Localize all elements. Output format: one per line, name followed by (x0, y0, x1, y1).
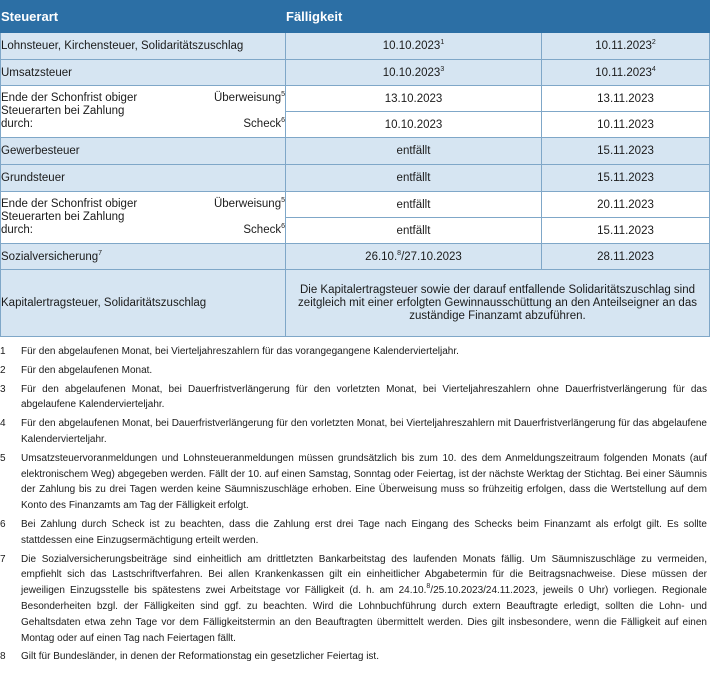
due-date-cell: 10.11.2023 (542, 112, 710, 138)
footnote-text: Für den abgelaufenen Monat, bei Vierteljahreszahlern für das vorangegangene Kalendervierteljahr. (21, 346, 459, 357)
cheque-label: Scheck (243, 224, 282, 236)
due-date-cell: 10.11.2023$^2$ (542, 33, 710, 60)
footnote (0, 344, 713, 360)
row-label-grace-period: Ende der Schonfrist obiger Steuerarten bei Zahlung durch: Überweisung$^5$ Scheck$^6$ (1, 86, 286, 138)
footnote-text: Für den abgelaufenen Monat, bei Dauerfristverlängerung für den vorletzten Monat, bei Vierteljahreszahlern ohne Dauerfristverlängerung für das abgelaufene Kalendervierteljahr. (21, 383, 707, 411)
footnote (0, 416, 713, 448)
cheque-label: Scheck (243, 118, 282, 130)
footnote-number: 5 (0, 452, 6, 464)
footnote-number: 2 (0, 364, 6, 376)
due-date-cell: entfällt (286, 218, 542, 244)
footnote-number: 1 (0, 346, 6, 357)
row-label: Gewerbesteuer (1, 138, 286, 165)
footnote-number: 6 (0, 518, 6, 530)
footnote-text: Die Sozialversicherungsbeiträge sind einheitlich am drittletzten Bankarbeitstag des laufenden Monats fällig. Um Säumniszuschläge zu vermeiden, empfiehlt sich das Lastschriftverfahren. Bei allen Krankenkassen gilt ein einheitlicher Abgabetermin für die Beitragsnachweise. Diese müssen der jeweiligen Einzugsstelle bis spätestens zwei Arbeitstage vor Fälligkeit (d. h. am 24.10.$^8$/25.10.2023/24.11.2023, jeweils 0 Uhr) vorliegen. Regionale Besonderheiten bzgl. der Fälligkeiten sind ggf. zu beachten. Wird die Lohnbuchführung durch extern Beauftragte erledigt, sollten die Lohn- und Gehaltsdaten etwa zehn Tage vor dem Fälligkeitstermin an den Beauftragten übermittelt werden. Dies gilt insbesondere, wenn die Fälligkeit auf einen Montag oder auf einen Tag nach Feiertagen fällt. (21, 553, 707, 644)
footnote (0, 363, 713, 379)
row-label: Grundsteuer (1, 165, 286, 192)
row-label: Lohnsteuer, Kirchensteuer, Solidaritätszuschlag (1, 33, 286, 60)
header-due-date: Fälligkeit (286, 1, 710, 33)
footnote-number: 8 (0, 651, 6, 663)
footnote (0, 382, 713, 414)
table-row (1, 270, 710, 337)
footnote (0, 517, 713, 549)
capital-gains-note: Die Kapitalertragsteuer sowie der darauf entfallende Solidaritätszuschlag sind zeitgleich mit einer erfolgten Gewinnausschüttung an den Anteilseigner an das zuständige Finanzamt abzuführen. (286, 270, 710, 337)
due-date-cell: 28.11.2023 (542, 244, 710, 270)
due-date-cell: 15.11.2023 (542, 138, 710, 165)
due-date-cell: 26.10.$^8$/27.10.2023 (286, 244, 542, 270)
footnote-text: Für den abgelaufenen Monat. (21, 364, 153, 376)
footnote (0, 451, 713, 514)
due-date-cell: 13.11.2023 (542, 86, 710, 112)
due-date-cell: entfällt (286, 165, 542, 192)
due-date-cell: 15.11.2023 (542, 165, 710, 192)
table-row (1, 165, 710, 192)
due-date-cell: 20.11.2023 (542, 192, 710, 218)
row-label-grace-period: Ende der Schonfrist obiger Steuerarten bei Zahlung durch: Überweisung$^5$ Scheck$^6$ (1, 192, 286, 244)
footnote (0, 552, 713, 647)
due-date-cell: 10.10.2023 (286, 112, 542, 138)
footnote (0, 649, 713, 665)
table-row (1, 33, 710, 60)
due-date-cell: 13.10.2023 (286, 86, 542, 112)
row-label: Umsatzsteuer (1, 60, 286, 86)
table-row (1, 86, 710, 112)
table-header-row (1, 1, 710, 33)
row-label: Sozialversicherung$^7$ (1, 244, 286, 270)
table-row (1, 192, 710, 218)
table-row (1, 138, 710, 165)
transfer-label: Überweisung (213, 92, 282, 104)
due-date-cell: 10.11.2023$^4$ (542, 60, 710, 86)
grace-period-label: Ende der Schonfrist obiger Steuerarten bei Zahlung durch: (1, 92, 138, 130)
footnote-text: Umsatzsteuervoranmeldungen und Lohnsteueranmeldungen müssen grundsätzlich bis zum 10. des dem Anmeldungszeitraum folgenden Monats (auf elektronischem Weg) abgegeben werden. Fällt der 10. auf einen Samstag, Sonntag oder Feiertag, ist der nächste Werktag der Stichtag. Bei einer Säumnis der Zahlung bis zu drei Tagen werden keine Säumniszuschläge erhoben. Eine Überweisung muss so frühzeitig erfolgen, dass die Wertstellung auf dem Konto des Finanzamts am Tag der Fälligkeit erfolgt. (21, 452, 707, 512)
tax-due-dates-table (0, 0, 710, 337)
due-date-cell: entfällt (286, 192, 542, 218)
footnotes (0, 344, 713, 665)
footnote-number: 4 (0, 418, 6, 430)
due-date-cell: entfällt (286, 138, 542, 165)
due-date-cell: 10.10.2023$^3$ (286, 60, 542, 86)
transfer-label: Überweisung (213, 198, 282, 210)
due-date-cell: 15.11.2023 (542, 218, 710, 244)
table-row (1, 244, 710, 270)
due-date-cell: 10.10.2023$^1$ (286, 33, 542, 60)
footnote-text: Gilt für Bundesländer, in denen der Reformationstag ein gesetzlicher Feiertag ist. (21, 651, 379, 663)
footnote-number: 7 (0, 553, 6, 565)
row-label: Kapitalertragsteuer, Solidaritätszuschlag (1, 270, 286, 337)
grace-period-label: Ende der Schonfrist obiger Steuerarten bei Zahlung durch: (1, 198, 138, 236)
footnote-number: 3 (0, 383, 6, 395)
header-tax-type: Steuerart (1, 1, 286, 33)
footnote-text: Für den abgelaufenen Monat, bei Dauerfristverlängerung für den vorletzten Monat, bei Vierteljahreszahlern mit Dauerfristverlängerung für das abgelaufene Kalendervierteljahr. (21, 418, 707, 445)
table-row (1, 60, 710, 86)
footnote-text: Bei Zahlung durch Scheck ist zu beachten, dass die Zahlung erst drei Tage nach Eingang des Schecks beim Finanzamt als erfolgt gilt. Es sollte stattdessen eine Einzugsermächtigung erteilt werden. (21, 518, 707, 546)
